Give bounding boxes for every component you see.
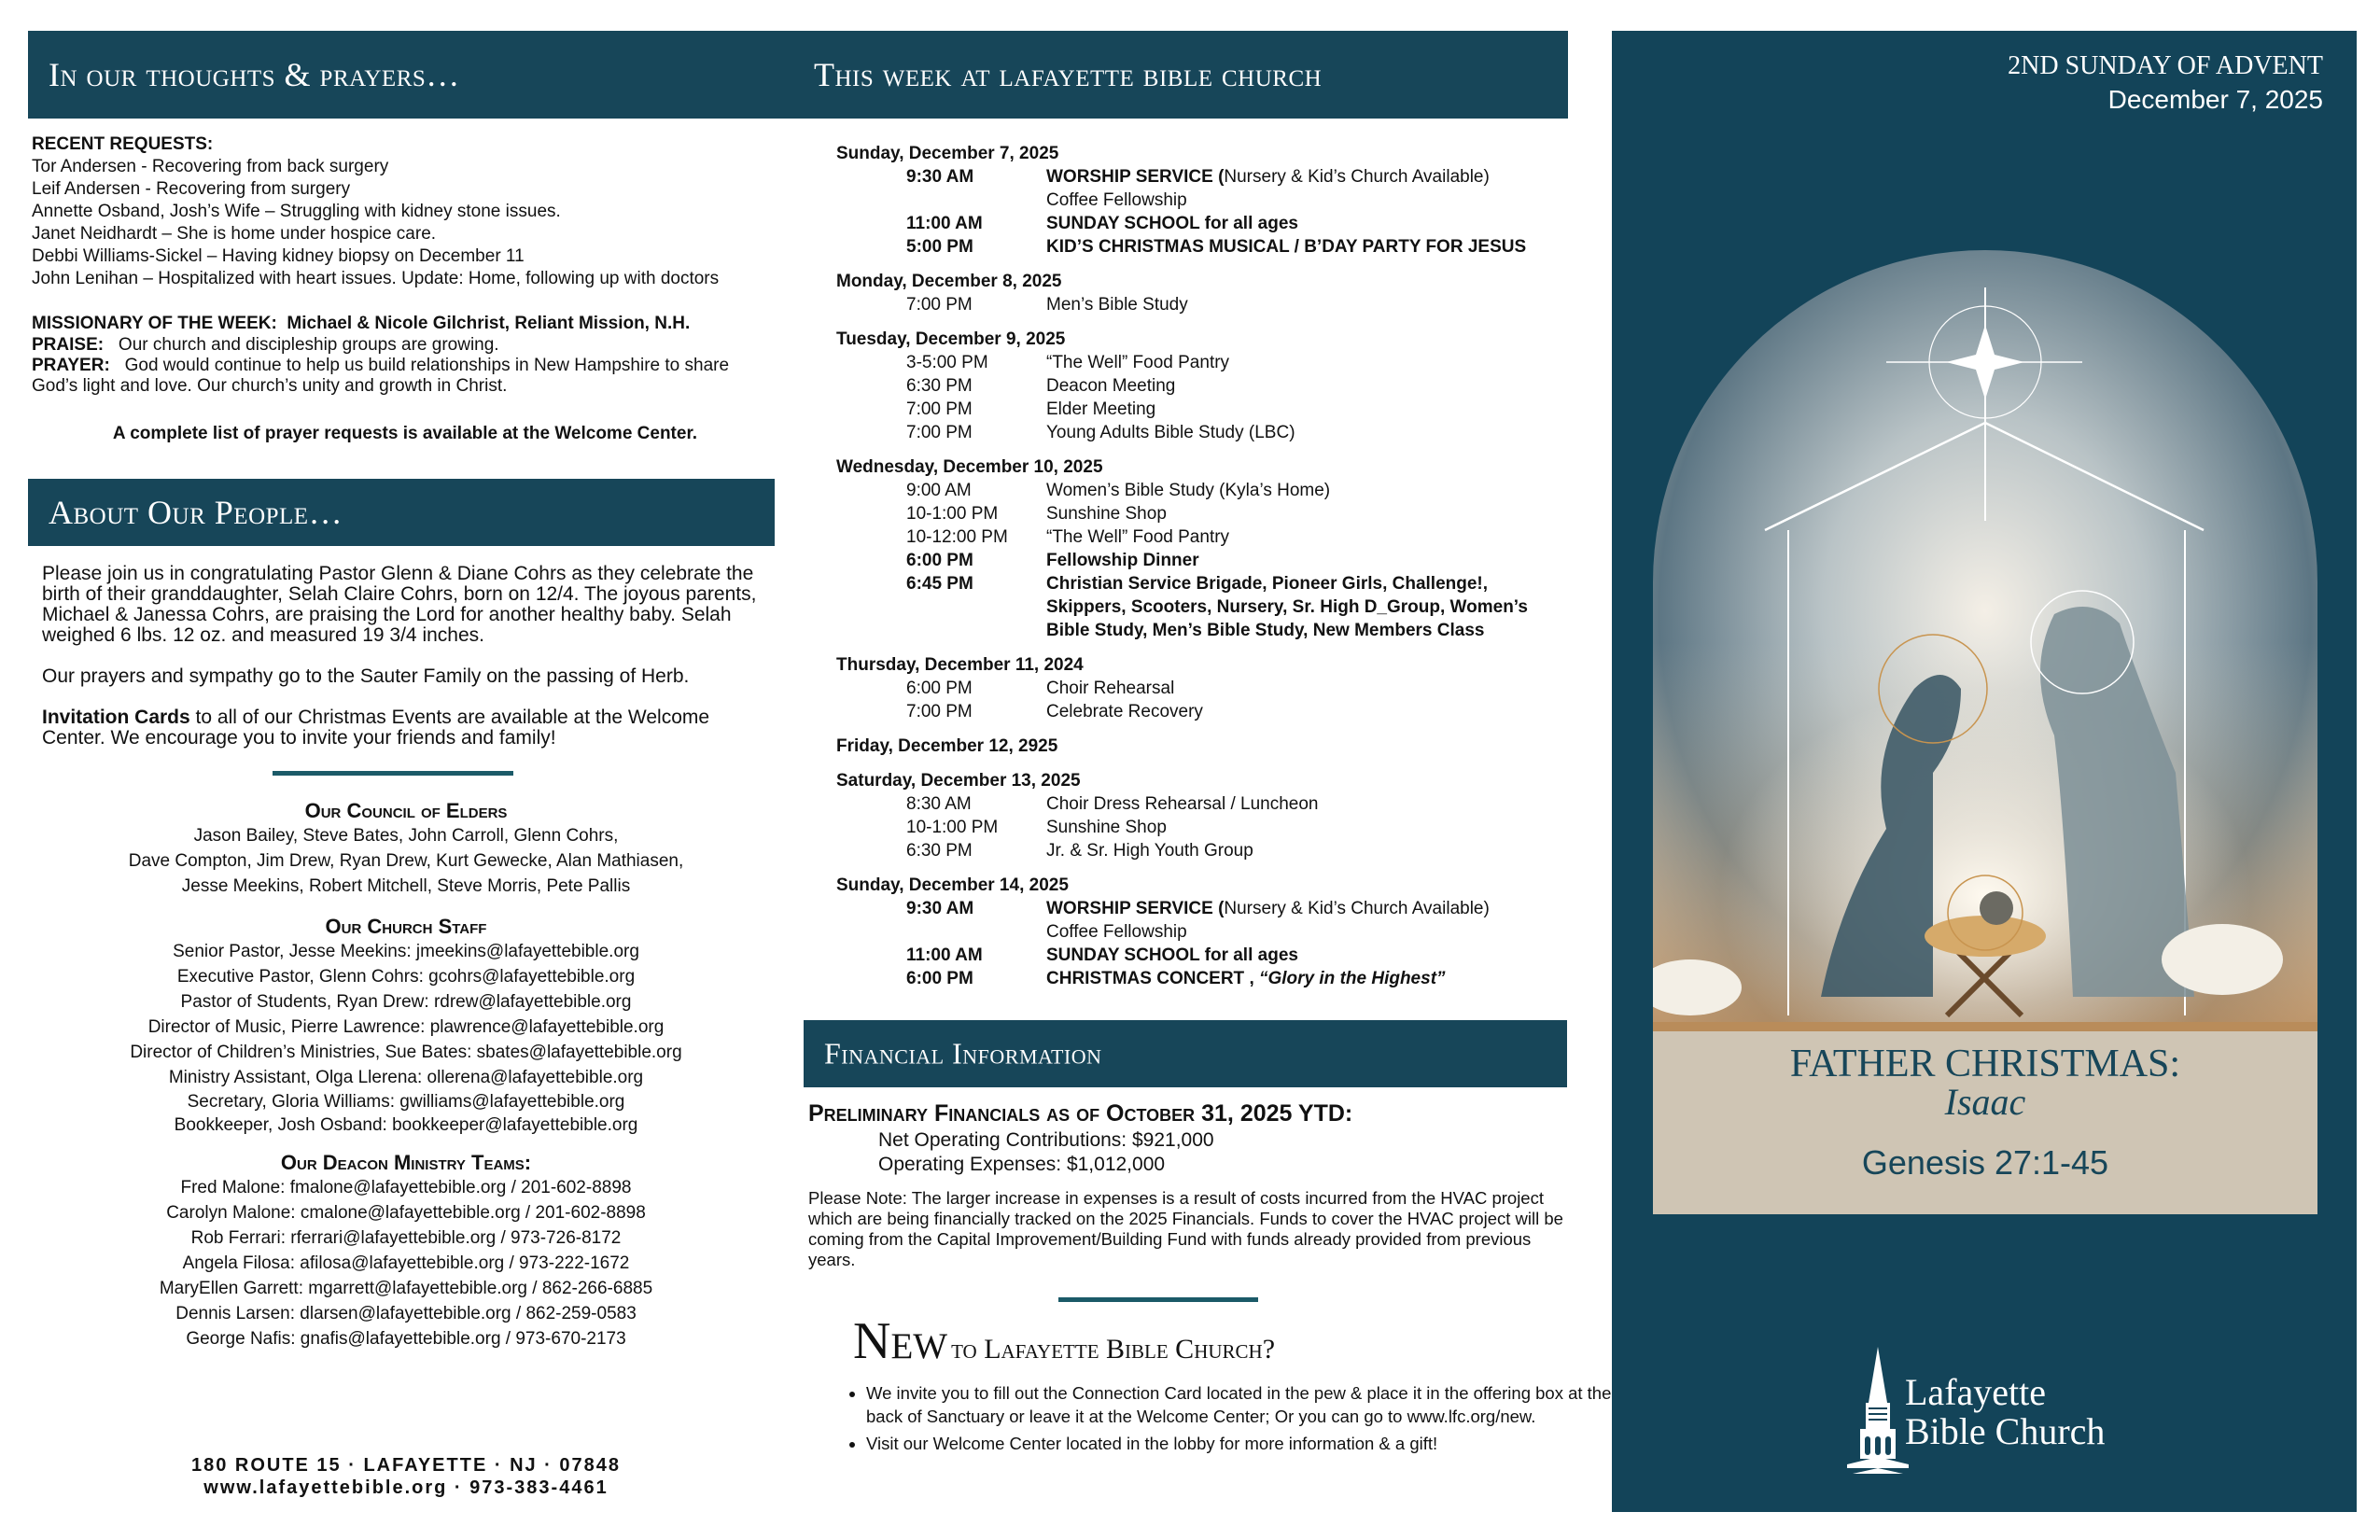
staff-title: Our Church Staff <box>325 915 487 938</box>
schedule-event <box>836 839 1564 862</box>
schedule-day-heading: Thursday, December 11, 2024 <box>836 655 1084 675</box>
event-time: 9:30 AM <box>906 167 974 187</box>
event-time: 9:30 AM <box>906 899 974 918</box>
schedule-event <box>836 920 1564 944</box>
event-description <box>1046 374 1564 398</box>
staff-line: Ministry Assistant, Olga Llerena: ollerena@lafayettebible.org <box>168 1068 644 1087</box>
event-description <box>1046 967 1564 990</box>
financial-subtitle: Preliminary Financials as of October 31, 2025 YTD: <box>808 1100 1353 1127</box>
event-description <box>1046 700 1564 723</box>
event-description <box>1046 572 1564 642</box>
event-description <box>1046 920 1564 944</box>
deacon-line: Angela Filosa: afilosa@lafayettebible.org / 973-222-1672 <box>182 1253 630 1273</box>
event-description <box>1046 165 1564 189</box>
event-time: 7:00 PM <box>906 702 973 721</box>
recent-requests-label: RECENT REQUESTS: <box>32 134 214 154</box>
event-title: Jr. & Sr. High Youth Group <box>1046 841 1253 861</box>
schedule-day-heading: Friday, December 12, 2925 <box>836 736 1058 756</box>
week-header: This week at lafayette bible church <box>814 56 1323 93</box>
event-description <box>1046 897 1564 920</box>
event-title: WORSHIP SERVICE ( <box>1046 167 1225 187</box>
bulletin-cover <box>1612 31 2357 1512</box>
cover-occasion: 2ND SUNDAY OF ADVENT <box>2008 51 2323 80</box>
event-description <box>1046 816 1564 839</box>
event-title: WORSHIP SERVICE ( <box>1046 899 1225 918</box>
schedule-event <box>836 897 1564 920</box>
deacon-line: Dennis Larsen: dlarsen@lafayettebible.org / 862-259-0583 <box>175 1304 637 1323</box>
event-description <box>1046 549 1564 572</box>
event-time: 6:45 PM <box>906 574 973 594</box>
net-contributions: Net Operating Contributions: $921,000 <box>878 1129 1214 1151</box>
logo-line-2: Bible Church <box>1905 1410 2106 1452</box>
event-title: CHRISTMAS CONCERT , <box>1046 969 1259 988</box>
event-note: Nursery & Kid’s Church Available) <box>1224 167 1490 187</box>
prayer-request-list <box>32 156 778 290</box>
event-time: 7:00 PM <box>906 423 973 442</box>
event-time: 6:00 PM <box>906 679 973 698</box>
people-section <box>42 564 761 749</box>
prayer-list-note: A complete list of prayer requests is available at the Welcome Center. <box>112 424 698 443</box>
event-time <box>906 920 1046 944</box>
prayers-header: In our thoughts & prayers… <box>49 56 460 93</box>
event-title: Celebrate Recovery <box>1046 702 1203 721</box>
deacon-line: Fred Malone: fmalone@lafayettebible.org / 201-602-8898 <box>180 1178 632 1197</box>
website-phone-line[interactable]: www.lafayettebible.org · 973-383-4461 <box>203 1477 609 1498</box>
event-time: 10-1:00 PM <box>906 504 999 524</box>
prayer-request: Janet Neidhardt – She is home under hospice care. <box>32 224 437 244</box>
event-time: 9:00 AM <box>906 481 972 500</box>
event-description <box>1046 235 1564 259</box>
schedule-event <box>836 212 1564 235</box>
prayer-request: John Lenihan – Hospitalized with heart issues. Update: Home, following up with doctors <box>32 269 720 288</box>
event-description <box>1046 525 1564 549</box>
address-line: 180 ROUTE 15 · LAFAYETTE · NJ · 07848 <box>190 1455 622 1476</box>
schedule-day-heading: Sunday, December 14, 2025 <box>836 875 1069 895</box>
elders-line: Dave Compton, Jim Drew, Ryan Drew, Kurt Gewecke, Alan Mathiasen, <box>128 851 684 871</box>
event-title: Elder Meeting <box>1046 399 1156 419</box>
elders-title: Our Council of Elders <box>304 799 508 822</box>
event-time: 7:00 PM <box>906 399 973 419</box>
cover-date: December 7, 2025 <box>2107 85 2323 114</box>
staff-line: Director of Children’s Ministries, Sue Bates: sbates@lafayettebible.org <box>130 1043 682 1062</box>
event-note: Nursery & Kid’s Church Available) <box>1224 899 1490 918</box>
staff-line: Secretary, Gloria Williams: gwilliams@lafayettebible.org <box>187 1092 625 1112</box>
deacon-line: Rob Ferrari: rferrari@lafayettebible.org / 973-726-8172 <box>190 1228 622 1248</box>
event-time: 10-12:00 PM <box>906 527 1008 547</box>
deacons-title: Our Deacon Ministry Teams: <box>280 1151 532 1174</box>
event-title: Fellowship Dinner <box>1046 551 1199 570</box>
financial-note: Please Note: The larger increase in expenses is a result of costs incurred from the HVAC project which are being financially tracked on the 2025 Financials. Funds to cover the HVAC project will be coming from the Capital Improvement/Building Fund with funds already provided from previous years. <box>808 1188 1563 1269</box>
event-title: “The Well” Food Pantry <box>1046 353 1230 372</box>
event-description <box>1046 479 1564 502</box>
deacon-line: MaryEllen Garrett: mgarrett@lafayettebible.org / 862-266-6885 <box>159 1279 653 1298</box>
schedule-event <box>836 700 1564 723</box>
event-description <box>1046 677 1564 700</box>
schedule-event <box>836 549 1564 572</box>
event-time: 6:00 PM <box>906 551 973 570</box>
event-time: 8:30 AM <box>906 794 972 814</box>
prayers-section <box>32 133 778 445</box>
sermon-box <box>1653 1022 2317 1214</box>
schedule-event <box>836 235 1564 259</box>
invitation-text: to all of our Christmas Events are available at the Welcome Center. We encourage you to invite your friends and family! <box>42 707 710 749</box>
sermon-title: FATHER CHRISTMAS: <box>1789 1043 2181 1085</box>
event-title: Sunshine Shop <box>1046 818 1167 837</box>
staff-line: Bookkeeper, Josh Osband: bookkeeper@lafayettebible.org <box>174 1115 638 1135</box>
event-title: KID’S CHRISTMAS MUSICAL / B’DAY PARTY FOR JESUS <box>1046 237 1527 257</box>
schedule-event <box>836 677 1564 700</box>
staff-line: Director of Music, Pierre Lawrence: plawrence@lafayettebible.org <box>147 1017 665 1037</box>
staff-line: Executive Pastor, Glenn Cohrs: gcohrs@lafayettebible.org <box>176 967 636 987</box>
event-description <box>1046 944 1564 967</box>
leadership-section <box>28 798 784 1351</box>
event-title: Women’s Bible Study (Kyla’s Home) <box>1046 481 1331 500</box>
nativity-illustration <box>1653 250 2317 1053</box>
event-concert-title: “Glory in the Highest” <box>1259 969 1446 988</box>
event-time: 7:00 PM <box>906 295 973 315</box>
event-time: 11:00 AM <box>906 214 983 233</box>
prayer-request: Tor Andersen - Recovering from back surgery <box>32 157 389 176</box>
schedule-event <box>836 572 1564 642</box>
steeple-icon <box>1845 1347 1911 1477</box>
event-time: 5:00 PM <box>906 237 973 257</box>
schedule-day-heading: Sunday, December 7, 2025 <box>836 144 1059 163</box>
people-header: About Our People… <box>49 494 343 531</box>
schedule-event <box>836 293 1564 316</box>
schedule-day-heading: Saturday, December 13, 2025 <box>836 771 1081 791</box>
event-time: 6:00 PM <box>906 969 973 988</box>
event-description <box>1046 839 1564 862</box>
prayer-request: Leif Andersen - Recovering from surgery <box>32 179 351 199</box>
financial-header-bar <box>804 1020 1567 1087</box>
event-description <box>1046 351 1564 374</box>
schedule-event <box>836 374 1564 398</box>
staff-line: Senior Pastor, Jesse Meekins: jmeekins@lafayettebible.org <box>173 942 639 961</box>
event-title: Young Adults Bible Study (LBC) <box>1046 423 1295 442</box>
schedule-event <box>836 967 1564 990</box>
schedule-day-heading: Wednesday, December 10, 2025 <box>836 457 1103 477</box>
people-sympathy: Our prayers and sympathy go to the Sauter Family on the passing of Herb. <box>42 665 690 687</box>
schedule-day-heading: Monday, December 8, 2025 <box>836 272 1062 291</box>
event-time: 6:30 PM <box>906 841 973 861</box>
schedule-event <box>836 351 1564 374</box>
section-divider <box>273 771 513 776</box>
prayer-text: God would continue to help us build relationships in New Hampshire to share God’s light and love. Our church’s unity and growth in Christ. <box>32 356 730 396</box>
deacon-line: Carolyn Malone: cmalone@lafayettebible.org / 201-602-8898 <box>166 1203 646 1223</box>
praise-line <box>32 335 778 356</box>
prayers-header-bar <box>28 31 793 119</box>
event-description <box>1046 212 1564 235</box>
elders-line: Jason Bailey, Steve Bates, John Carroll, Glenn Cohrs, <box>193 826 619 846</box>
event-title: Coffee Fellowship <box>1046 922 1187 942</box>
event-description <box>1046 421 1564 444</box>
schedule-event <box>836 479 1564 502</box>
event-title: Deacon Meeting <box>1046 376 1176 396</box>
event-time <box>906 189 1046 212</box>
prayer-label: PRAYER: <box>32 356 110 375</box>
new-visitors-list <box>808 1381 1622 1455</box>
operating-expenses: Operating Expenses: $1,012,000 <box>878 1154 1166 1175</box>
prayer-line <box>32 356 778 397</box>
schedule-event <box>836 165 1564 189</box>
new-visitors-title <box>853 1311 1275 1371</box>
schedule-event <box>836 398 1564 421</box>
church-logo <box>1845 1347 2144 1477</box>
new-title-rest: to Lafayette Bible Church? <box>951 1334 1276 1365</box>
deacon-line: George Nafis: gnafis@lafayettebible.org / 973-670-2173 <box>186 1329 626 1349</box>
missionary-of-week <box>32 313 778 335</box>
schedule-event <box>836 944 1564 967</box>
event-title: Choir Rehearsal <box>1046 679 1175 698</box>
event-title: Choir Dress Rehearsal / Luncheon <box>1046 794 1319 814</box>
event-description <box>1046 293 1564 316</box>
schedule-day-heading: Tuesday, December 9, 2025 <box>836 329 1066 349</box>
financial-section <box>808 1099 1564 1270</box>
people-invitation <box>42 707 761 749</box>
event-title: Sunshine Shop <box>1046 504 1167 524</box>
people-header-bar <box>28 479 775 546</box>
scripture-reference: Genesis 27:1-45 <box>1861 1143 2109 1182</box>
church-address <box>28 1454 784 1499</box>
missionary-name: Michael & Nicole Gilchrist, Reliant Mission, N.H. <box>287 314 691 333</box>
event-title: SUNDAY SCHOOL for all ages <box>1046 214 1298 233</box>
new-title-big: New <box>853 1312 948 1370</box>
event-time: 3-5:00 PM <box>906 353 988 372</box>
sermon-subtitle: Isaac <box>1944 1081 2026 1123</box>
schedule-event <box>836 525 1564 549</box>
schedule-event <box>836 421 1564 444</box>
invitation-cards-label: Invitation Cards <box>42 707 190 728</box>
people-announcement: Please join us in congratulating Pastor Glenn & Diane Cohrs as they celebrate the birth of their granddaughter, Selah Claire Cohrs, born on 12/4. The joyous parents, Michael & Janessa Cohrs, are praising the Lord for another healthy baby. Selah weighed 6 lbs. 12 oz. and measured 19 3/4 inches. <box>42 563 757 646</box>
missionary-label: MISSIONARY OF THE WEEK: <box>32 314 277 333</box>
week-header-bar <box>793 31 1568 119</box>
schedule-event <box>836 502 1564 525</box>
praise-label: PRAISE: <box>32 335 105 355</box>
event-title: Men’s Bible Study <box>1046 295 1188 315</box>
event-title: Christian Service Brigade, Pioneer Girls, Challenge!, Skippers, Scooters, Nursery, Sr. High D_Group, Women’s Bible Study, Men’s Bible Study, New Members Class <box>1046 574 1528 640</box>
new-visitor-bullet: • We invite you to fill out the Connection Card located in the pew & place it in the offering box at the back of Sanctuary or leave it at the Welcome Center; Or you can go to www.lfc.org/new. <box>866 1381 1622 1428</box>
new-visitor-bullet: • Visit our Welcome Center located in the lobby for more information & a gift! <box>866 1432 1622 1455</box>
logo-line-1: Lafayette <box>1905 1371 2046 1413</box>
event-time: 11:00 AM <box>906 945 983 965</box>
nativity-scene-image <box>1653 250 2317 1053</box>
event-title: SUNDAY SCHOOL for all ages <box>1046 945 1298 965</box>
schedule-event <box>836 189 1564 212</box>
elders-line: Jesse Meekins, Robert Mitchell, Steve Morris, Pete Pallis <box>181 876 631 896</box>
financial-header: Financial Information <box>824 1036 1102 1071</box>
event-description <box>1046 502 1564 525</box>
section-divider <box>1058 1297 1258 1302</box>
event-time: 6:30 PM <box>906 376 973 396</box>
event-time: 10-1:00 PM <box>906 818 999 837</box>
staff-line: Pastor of Students, Ryan Drew: rdrew@lafayettebible.org <box>180 992 632 1012</box>
schedule-event <box>836 792 1564 816</box>
event-description <box>1046 398 1564 421</box>
event-title: Coffee Fellowship <box>1046 190 1187 210</box>
event-description <box>1046 189 1564 212</box>
weekly-schedule <box>836 142 1564 990</box>
event-title: “The Well” Food Pantry <box>1046 527 1230 547</box>
praise-text: Our church and discipleship groups are growing. <box>118 335 499 355</box>
prayer-request: Annette Osband, Josh’s Wife – Struggling with kidney stone issues. <box>32 202 561 221</box>
event-description <box>1046 792 1564 816</box>
schedule-event <box>836 816 1564 839</box>
prayer-request: Debbi Williams-Sickel – Having kidney biopsy on December 11 <box>32 246 525 266</box>
